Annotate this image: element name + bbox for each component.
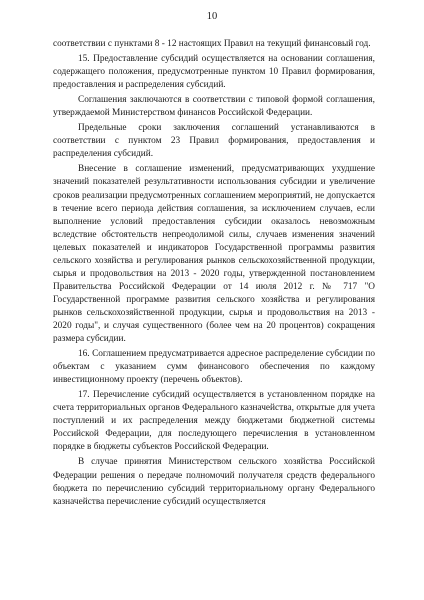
paragraph-deadlines: Предельные сроки заключения соглашений устанавливаются в соответствии с пунктом 23 Правил формирования, предоставления и распределения субсидий.: [53, 123, 375, 160]
paragraph-item-17: 17. Перечисление субсидий осуществляется в установленном порядке на счета территориальных органов Федерального казначейства, открытые для учета поступлений и их распределения между бюджетами бюджетной системы Российской Федерации, для последующего перечисления в установленном порядке в бюджеты субъектов Российской Федерации.: [53, 390, 375, 453]
paragraph-item-16: 16. Соглашением предусматривается адресное распределение субсидии по объектам с указанием сумм финансового обеспечения по каждому инвестиционному проекту (перечень объектов).: [53, 349, 375, 386]
paragraph-continuation: соответствии с пунктами 8 - 12 настоящих Правил на текущий финансовый год.: [53, 39, 371, 49]
page-number: 10: [206, 11, 218, 22]
paragraph-delegation: В случае принятия Министерством сельского хозяйства Российской Федерации решения о передаче полномочий получателя средств федерального бюджета по перечислению субсидий территориальному органу Федерального казначейства перечисление субсидий осуществляется: [53, 457, 375, 507]
paragraph-amendments: Внесение в соглашение изменений, предусматривающих ухудшение значений показателей результативности использования субсидии и увеличение сроков реализации предусмотренных соглашением мероприятий, не допускается в течение всего периода действия соглашения, за исключением случаев, если выполнение условий предоставления субсидии оказалось невозможным вследствие обстоятельств непреодолимой силы, случаев изменения значений целевых показателей и индикаторов Государственной программы развития сельского хозяйства и регулирования рынков сельскохозяйственной продукции, сырья и продовольствия на 2013 - 2020 годы, утвержденной постановлением Правительства Российской Федерации от 14 июля 2012 г. № 717 "О Государственной программе развития сельского хозяйства и регулирования рынков сельскохозяйственной продукции, сырья и продовольствия на 2013 - 2020 годы", и случая существенного (более чем на 20 процентов) сокращения размера субсидии.: [53, 164, 375, 345]
paragraph-agreement-form: Соглашения заключаются в соответствии с типовой формой соглашения, утверждаемой Министерством финансов Российской Федерации.: [53, 95, 375, 119]
document-body: [53, 38, 375, 511]
paragraph-item-15: 15. Предоставление субсидий осуществляется на основании соглашения, содержащего положения, предусмотренные пунктом 10 Правил формирования, предоставления и распределения субсидий.: [53, 54, 375, 91]
